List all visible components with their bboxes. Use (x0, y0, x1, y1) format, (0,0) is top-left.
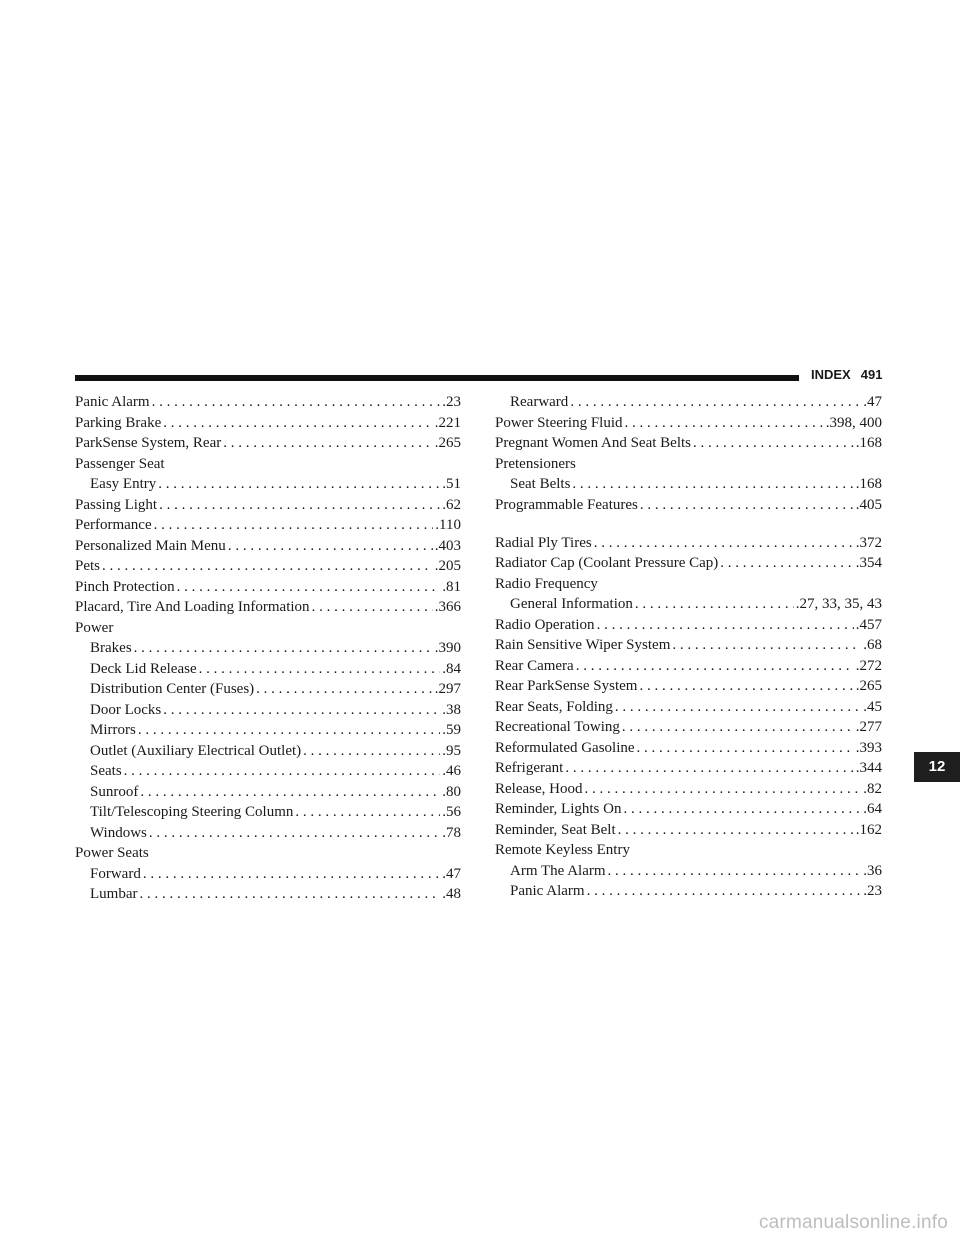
index-heading: Power Seats (75, 845, 149, 861)
index-entry: Personalized Main Menu . . . .403 (75, 536, 461, 557)
index-entry: Release, Hood . . . .82 (495, 779, 882, 800)
index-entry: Pregnant Women And Seat Belts . . . .168 (495, 433, 882, 454)
section-title: INDEX (811, 367, 851, 382)
index-subentry: Outlet (Auxiliary Electrical Outlet) . . . .95 (75, 741, 461, 762)
index-subentry: Seat Belts . . . .168 (495, 474, 882, 495)
index-entry: Radio Operation . . . .457 (495, 615, 882, 636)
index-entry: Panic Alarm . . . .23 (75, 392, 461, 413)
index-subentry: Distribution Center (Fuses) . . . .297 (75, 679, 461, 700)
index-entry: Radiator Cap (Coolant Pressure Cap) . . . .354 (495, 553, 882, 574)
index-column-left (75, 392, 461, 905)
watermark: carmanualsonline.info (758, 1212, 948, 1233)
index-entry: Performance . . . .110 (75, 515, 461, 536)
index-entry: Rear Seats, Folding . . . .45 (495, 697, 882, 718)
index-heading: Remote Keyless Entry (495, 842, 630, 858)
index-entry: Radial Ply Tires . . . .372 (495, 533, 882, 554)
index-column-right (495, 392, 882, 902)
index-subentry: Seats . . . .46 (75, 761, 461, 782)
index-subentry: Arm The Alarm . . . .36 (495, 861, 882, 882)
header-rule (75, 375, 799, 381)
index-subentry: Brakes . . . .390 (75, 638, 461, 659)
index-entry: ParkSense System, Rear . . . .265 (75, 433, 461, 454)
index-subentry: Forward . . . .47 (75, 864, 461, 885)
index-subentry: Tilt/Telescoping Steering Column . . . .56 (75, 802, 461, 823)
index-heading: Power (75, 619, 114, 636)
index-subentry: Lumbar . . . .48 (75, 884, 461, 905)
chapter-tab: 12 (914, 752, 960, 782)
index-subentry: Mirrors . . . .59 (75, 720, 461, 741)
index-subentry: Door Locks . . . .38 (75, 700, 461, 721)
index-entry: Pets . . . .205 (75, 556, 461, 577)
index-entry: Power Steering Fluid . . . .398, 400 (495, 413, 882, 434)
index-entry: Reformulated Gasoline . . . .393 (495, 738, 882, 759)
index-entry: Rear Camera . . . .272 (495, 656, 882, 677)
index-heading: Passenger Seat (75, 455, 165, 472)
index-entry: Rear ParkSense System . . . .265 (495, 676, 882, 697)
index-subentry: Panic Alarm . . . .23 (495, 881, 882, 902)
index-entry: Rain Sensitive Wiper System . . . .68 (495, 635, 882, 656)
index-heading: Pretensioners (495, 455, 576, 472)
index-subentry: Sunroof . . . .80 (75, 782, 461, 803)
running-header (811, 367, 882, 387)
index-entry: Recreational Towing . . . .277 (495, 717, 882, 738)
index-entry: Refrigerant . . . .344 (495, 758, 882, 779)
index-subentry: General Information . . . .27, 33, 35, 43 (495, 594, 882, 615)
index-subentry: Rearward . . . .47 (495, 392, 882, 413)
index-entry: Pinch Protection . . . .81 (75, 577, 461, 598)
index-entry: Programmable Features . . . .405 (495, 495, 882, 516)
index-subentry: Deck Lid Release . . . .84 (75, 659, 461, 680)
index-entry: Reminder, Lights On . . . .64 (495, 799, 882, 820)
index-entry: Placard, Tire And Loading Information . . . .366 (75, 597, 461, 618)
index-subentry: Windows . . . .78 (75, 823, 461, 844)
index-heading: Radio Frequency (495, 575, 598, 592)
page-number: 491 (860, 367, 883, 382)
index-entry: Parking Brake . . . .221 (75, 413, 461, 434)
index-subentry: Easy Entry . . . .51 (75, 474, 461, 495)
index-entry: Passing Light . . . .62 (75, 495, 461, 516)
index-entry: Reminder, Seat Belt . . . .162 (495, 820, 882, 841)
